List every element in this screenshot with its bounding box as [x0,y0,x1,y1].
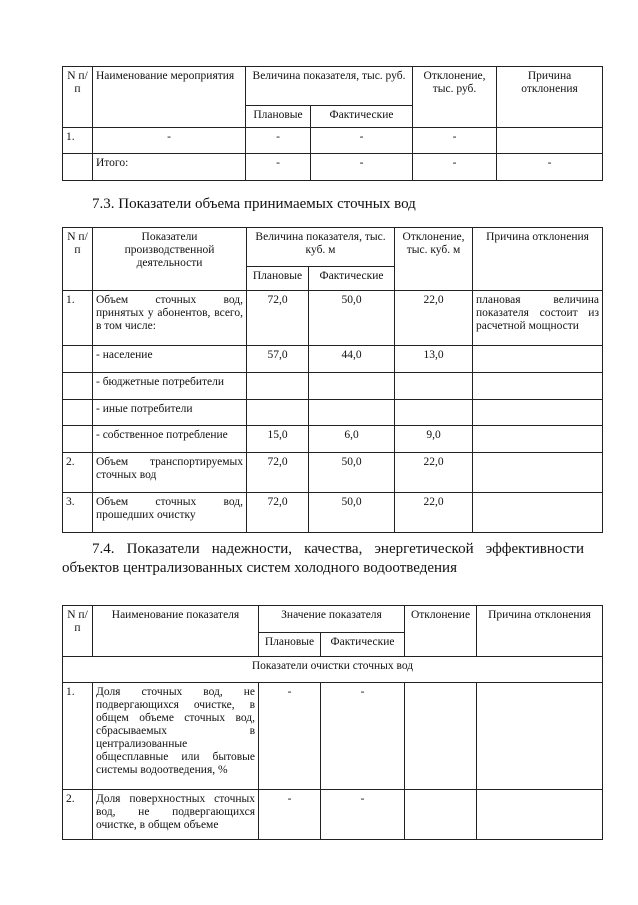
table-row [63,683,603,790]
header-fact: Фактические [321,633,405,657]
cell-reason [477,683,603,790]
cell-num: 2. [63,453,93,493]
cell-name: Объем транспортируемых сточных вод [93,453,247,493]
cell-plan: 72,0 [247,493,309,533]
cell-num [63,373,93,400]
section-row-treatment: Показатели очистки сточных вод [63,657,603,683]
cell-fact: 50,0 [309,493,395,533]
cell-name: Доля сточных вод, не подвергающихся очистке, в общем объеме сточных вод, сбрасываемых в централизованные общесплавные или бытовые системы водоотведения, % [93,683,259,790]
header-plan: Плановые [246,106,311,128]
cell-fact: 50,0 [309,291,395,346]
table-row [63,426,603,453]
table-reliability-indicators [62,605,603,840]
cell-deviation [405,683,477,790]
header-num: N п/п [63,228,93,291]
cell-fact: - [311,154,413,181]
cell-plan: 72,0 [247,291,309,346]
table-row [63,346,603,373]
cell-fact: - [311,128,413,154]
cell-plan: - [246,128,311,154]
cell-plan: - [259,790,321,840]
cell-fact: 44,0 [309,346,395,373]
cell-reason [497,128,603,154]
cell-name: - население [93,346,247,373]
cell-num [63,400,93,426]
cell-deviation [405,790,477,840]
cell-num: 1. [63,291,93,346]
cell-fact: 6,0 [309,426,395,453]
cell-reason [473,493,603,533]
cell-deviation: 22,0 [395,291,473,346]
cell-name: - бюджетные потребители [93,373,247,400]
cell-reason [473,400,603,426]
cell-deviation: - [413,128,497,154]
header-value: Величина показателя, тыс. куб. м [247,228,395,267]
cell-reason [473,346,603,373]
header-reason: Причина отклонения [477,606,603,657]
cell-num: 3. [63,493,93,533]
table-wastewater-volume [62,227,603,533]
cell-num [63,346,93,373]
table-row [63,373,603,400]
cell-plan: - [246,154,311,181]
cell-deviation: - [413,154,497,181]
cell-plan: 57,0 [247,346,309,373]
cell-fact: - [321,790,405,840]
cell-plan: 72,0 [247,453,309,493]
table-row [63,493,603,533]
header-deviation: Отклонение [405,606,477,657]
cell-name: - собственное потребление [93,426,247,453]
cell-deviation: 22,0 [395,493,473,533]
section-heading-7-4 [62,540,584,578]
cell-name: Доля поверхностных сточных вод, не подвергающихся очистке, в общем объеме [93,790,259,840]
cell-deviation: 22,0 [395,453,473,493]
header-deviation: Отклонение, тыс. куб. м [395,228,473,291]
header-fact: Фактические [309,267,395,291]
section-heading-7-3: 7.3. Показатели объема принимаемых сточных вод [92,196,416,212]
cell-plan: 15,0 [247,426,309,453]
cell-deviation [395,373,473,400]
cell-num [63,426,93,453]
header-reason: Причина отклонения [473,228,603,291]
cell-name: - [93,128,246,154]
header-deviation: Отклонение, тыс. руб. [413,67,497,128]
header-name: Наименование мероприятия [93,67,246,128]
cell-name: Объем сточных вод, принятых у абонентов, всего, в том числе: [93,291,247,346]
header-num: N п/п [63,67,93,128]
table-row [63,128,603,154]
cell-reason [473,426,603,453]
cell-deviation: 13,0 [395,346,473,373]
cell-fact [309,400,395,426]
table-row [63,453,603,493]
cell-name: Объем сточных вод, прошедших очистку [93,493,247,533]
section-heading-line2: объектов централизованных систем холодного водоотведения [62,560,457,576]
cell-plan [247,400,309,426]
cell-reason [477,790,603,840]
cell-reason [473,373,603,400]
table-row [63,154,603,181]
cell-num: 1. [63,128,93,154]
header-plan: Плановые [247,267,309,291]
section-heading-line1: 7.4. Показатели надежности, качества, энергетической эффективности [92,541,584,557]
cell-deviation: 9,0 [395,426,473,453]
cell-plan: - [259,683,321,790]
cell-fact: - [321,683,405,790]
cell-fact [309,373,395,400]
cell-reason: - [497,154,603,181]
table-row [63,790,603,840]
header-plan: Плановые [259,633,321,657]
cell-plan [247,373,309,400]
header-num: N п/п [63,606,93,657]
cell-num [63,154,93,181]
header-value: Значение показателя [259,606,405,633]
cell-fact: 50,0 [309,453,395,493]
table-row [63,291,603,346]
header-reason: Причина отклонения [497,67,603,128]
header-name: Показатели производственной деятельности [93,228,247,291]
cell-name: - иные потребители [93,400,247,426]
table-measures [62,66,603,181]
cell-name: Итого: [93,154,246,181]
cell-deviation [395,400,473,426]
header-fact: Фактические [311,106,413,128]
header-name: Наименование показателя [93,606,259,657]
header-value: Величина показателя, тыс. руб. [246,67,413,106]
cell-reason [473,453,603,493]
cell-num: 2. [63,790,93,840]
cell-num: 1. [63,683,93,790]
cell-reason: плановая величина показателя состоит из расчетной мощности [473,291,603,346]
table-row [63,400,603,426]
